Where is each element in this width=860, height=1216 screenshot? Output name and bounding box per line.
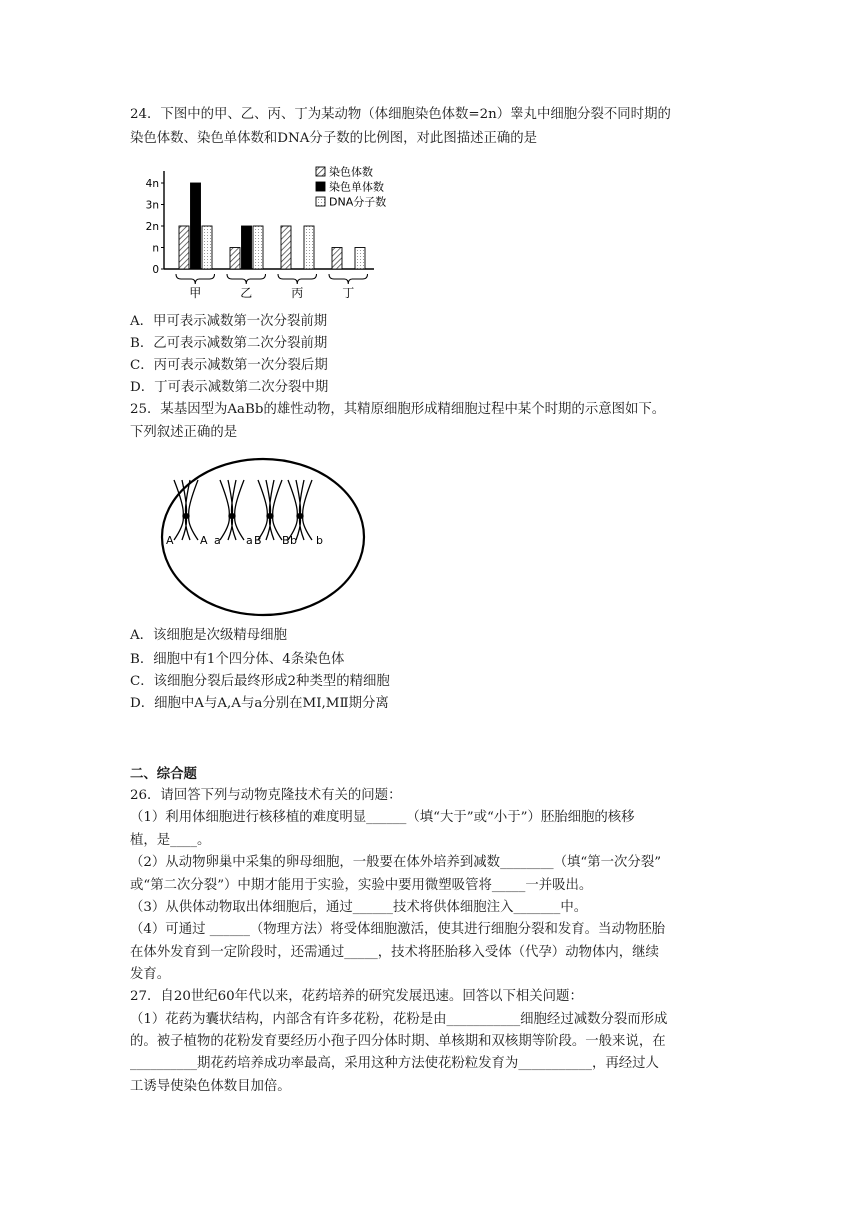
section-heading: 二、综合题: [130, 766, 197, 782]
legend-swatch: [316, 167, 325, 176]
category-brace: [227, 274, 266, 284]
category-brace: [329, 274, 368, 284]
gene-label: a: [246, 534, 253, 547]
chart-x-labels: [189, 286, 354, 300]
chart-legend: [316, 165, 386, 209]
q26-line: 或“第二次分裂”）中期才能用于实验，实验中要用微塑吸管将_____一并吸出。: [130, 878, 593, 893]
q27-line: （1）花药为囊状结构，内部含有许多花粉，花粉是由___________细胞经过减数分裂而形成: [130, 1012, 668, 1027]
centromere: [184, 514, 189, 519]
q26-line: 植，是____。: [130, 833, 211, 848]
q26-line: 发育。: [130, 967, 171, 982]
chromosome: [258, 480, 282, 540]
category-brace: [278, 274, 317, 284]
q24-option-b: B．乙可表示减数第二次分裂前期: [130, 336, 328, 351]
q24-stem-line2: 染色体数、染色单体数和DNA分子数的比例图，对此图描述正确的是: [130, 131, 538, 146]
gene-label: a: [214, 534, 221, 547]
chart-y-ticks: [146, 178, 164, 276]
q24-option-c: C．丙可表示减数第一次分裂后期: [130, 358, 328, 373]
bar: [242, 226, 252, 269]
q26-line: （1）利用体细胞进行核移植的难度明显______（填“大于”或“小于”）胚胎细胞的核移: [130, 810, 635, 825]
legend-label: DNA分子数: [329, 195, 387, 209]
legend-swatch: [316, 182, 325, 191]
y-tick-label: 2n: [145, 221, 159, 233]
q25-option-d: D．细胞中A与A,A与a分别在MⅠ,MⅡ期分离: [130, 696, 389, 711]
q26-line: 26．请回答下列与动物克隆技术有关的问题：: [130, 788, 402, 803]
q25-option-a: A．该细胞是次级精母细胞: [130, 628, 287, 643]
bar: [179, 226, 189, 269]
x-tick-label: 丙: [291, 286, 304, 300]
q26-line: （4）可通过 ______（物理方法）将受体细胞激活，使其进行细胞分裂和发育。当动物胚胎: [130, 922, 666, 937]
q27-line: __________期花药培养成功率最高，采用这种方法使花粉粒发育为___________，再经过人: [130, 1056, 659, 1071]
x-tick-label: 丁: [342, 286, 355, 300]
gene-label: B: [254, 534, 262, 547]
bar: [253, 226, 263, 269]
y-tick-label: n: [152, 242, 159, 255]
centromere: [268, 514, 273, 519]
x-tick-label: 甲: [189, 286, 202, 300]
q26-line: （2）从动物卵巢中采集的卵母细胞，一般要在体外培养到减数________（填“第一次分裂”: [130, 855, 662, 870]
q25-option-b: B．细胞中有1个四分体、4条染色体: [130, 652, 345, 667]
q25-stem-line1: 25．某基因型为AaBb的雄性动物，其精原细胞形成精细胞过程中某个时期的示意图如下。: [130, 402, 666, 417]
q26-line: （3）从供体动物取出体细胞后，通过______技术将供体细胞注入_______中。: [130, 900, 588, 915]
chart-category-braces: [176, 274, 368, 284]
bar: [230, 248, 240, 270]
q27-line: 27．自20世纪60年代以来，花药培养的研究发展迅速。回答以下相关问题：: [130, 989, 583, 1004]
legend-label: 染色单体数: [329, 180, 384, 194]
y-tick-label: 0: [152, 264, 159, 276]
q26-line: 在体外发育到一定阶段时，还需通过_____，技术将胚胎移入受体（代孕）动物体内，继续: [130, 945, 659, 960]
y-tick-label: 3n: [145, 199, 159, 212]
q27-line: 的。被子植物的花粉发育要经历小孢子四分体时期、单核期和双核期等阶段。一般来说，在: [130, 1034, 666, 1049]
gene-label: A: [166, 534, 174, 547]
q24-stem-line1: 24．下图中的甲、乙、丙、丁为某动物（体细胞染色体数=2n）睾丸中细胞分裂不同时期的: [130, 107, 671, 122]
q24-option-a: A．甲可表示减数第一次分裂前期: [130, 314, 328, 329]
chromosome: [174, 480, 198, 540]
chromosome: [220, 480, 244, 540]
bar: [202, 226, 212, 269]
q24-option-d: D．丁可表示减数第二次分裂中期: [130, 380, 329, 395]
bar: [304, 226, 314, 269]
gene-labels: [166, 534, 323, 547]
bar: [355, 248, 365, 270]
q27-line: 工诱导使染色体数目加倍。: [130, 1079, 291, 1094]
cell-membrane: [162, 459, 364, 615]
legend-swatch: [316, 197, 325, 206]
y-tick-label: 4n: [145, 178, 159, 190]
chromosomes: [174, 480, 312, 540]
bar: [191, 183, 201, 269]
q25-option-c: C．该细胞分裂后最终形成2种类型的精细胞: [130, 674, 390, 689]
bar: [281, 226, 291, 269]
gene-label: b: [316, 534, 323, 547]
centromere: [230, 514, 235, 519]
gene-label: B: [282, 534, 290, 547]
cell-division-figure: [158, 456, 368, 618]
chromosome: [288, 480, 312, 540]
gene-label: b: [290, 534, 297, 547]
legend-label: 染色体数: [329, 165, 373, 179]
bar: [332, 248, 342, 270]
bar-chart: [140, 165, 402, 300]
category-brace: [176, 274, 215, 284]
x-tick-label: 乙: [240, 286, 253, 300]
q25-stem-line2: 下列叙述正确的是: [130, 425, 238, 440]
gene-label: A: [200, 534, 208, 547]
centromere: [298, 514, 303, 519]
